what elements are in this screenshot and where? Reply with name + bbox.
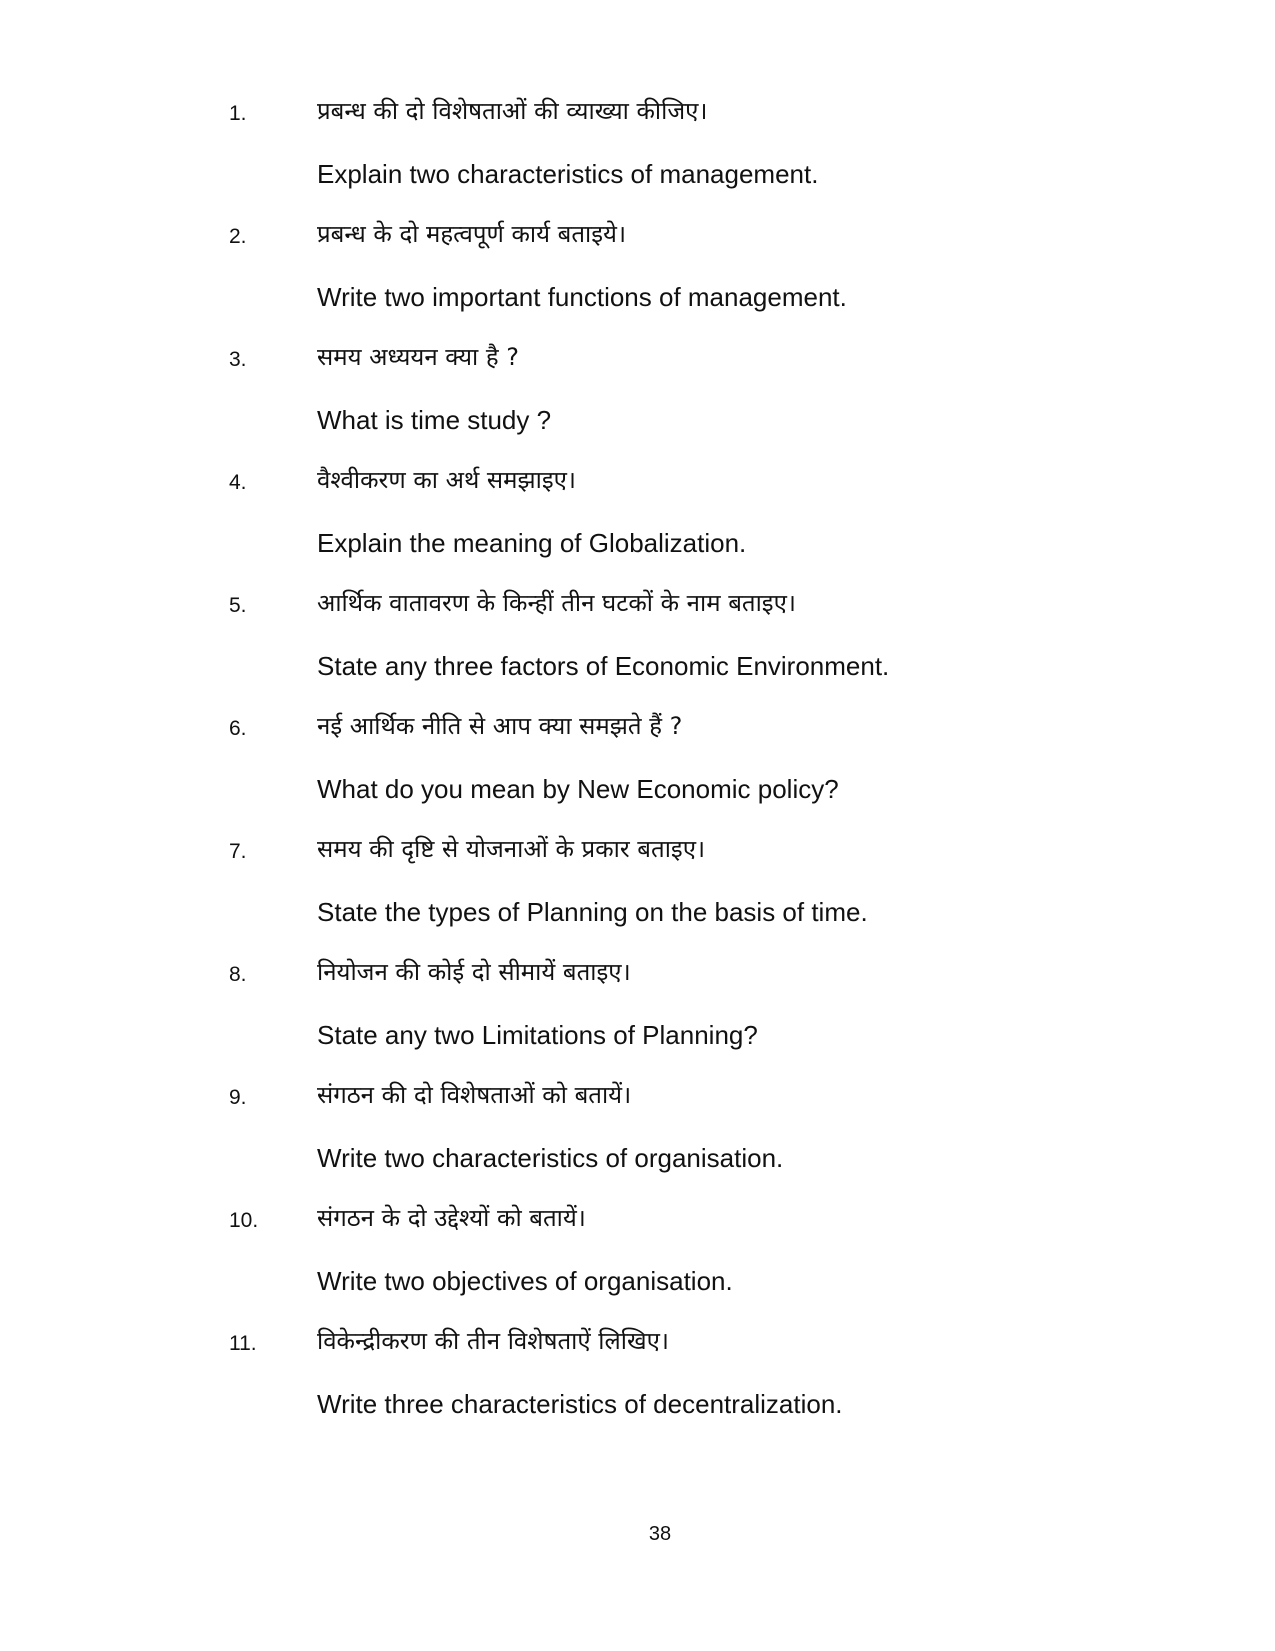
question-number: 1.: [229, 102, 247, 125]
page-number: 38: [648, 1523, 672, 1545]
question-hindi-text: विकेन्द्रीकरण की तीन विशेषताऐं लिखिए।: [317, 1327, 669, 1355]
question-item: [0, 710, 1275, 833]
question-item: [0, 218, 1275, 341]
question-item: [0, 1202, 1275, 1325]
question-item: [0, 341, 1275, 464]
question-hindi-text: समय अध्ययन क्या है ?: [317, 343, 519, 371]
question-item: [0, 956, 1275, 1079]
question-english-text: State any three factors of Economic Environment.: [317, 651, 890, 681]
question-english-text: Write three characteristics of decentralization.: [317, 1389, 843, 1419]
question-number: 5.: [229, 594, 247, 617]
question-hindi-text: संगठन के दो उद्देश्यों को बतायें।: [317, 1204, 586, 1232]
question-item: [0, 587, 1275, 710]
question-hindi-text: आर्थिक वातावरण के किन्हीं तीन घटकों के नाम बताइए।: [317, 589, 796, 617]
question-hindi-text: समय की दृष्टि से योजनाओं के प्रकार बताइए।: [317, 835, 706, 863]
question-item: [0, 833, 1275, 956]
question-english-text: What do you mean by New Economic policy?: [317, 774, 839, 804]
question-item: [0, 464, 1275, 587]
question-english-text: Write two characteristics of organisation.: [317, 1143, 784, 1173]
question-item: [0, 95, 1275, 218]
question-english-text: State the types of Planning on the basis of time.: [317, 897, 868, 927]
question-number: 3.: [229, 348, 247, 371]
question-hindi-text: वैश्वीकरण का अर्थ समझाइए।: [317, 466, 576, 494]
question-number: 4.: [229, 471, 247, 494]
question-item: [0, 1079, 1275, 1202]
question-hindi-text: नियोजन की कोई दो सीमायें बताइए।: [317, 958, 631, 986]
question-english-text: What is time study ?: [317, 405, 552, 435]
question-english-text: Write two objectives of organisation.: [317, 1266, 733, 1296]
question-number: 8.: [229, 963, 247, 986]
question-hindi-text: प्रबन्ध की दो विशेषताओं की व्याख्या कीजिए।: [317, 97, 708, 125]
question-english-text: State any two Limitations of Planning?: [317, 1020, 758, 1050]
question-english-text: Explain the meaning of Globalization.: [317, 528, 747, 558]
question-hindi-text: प्रबन्ध के दो महत्वपूर्ण कार्य बताइये।: [317, 220, 627, 248]
question-item: [0, 1325, 1275, 1448]
question-number: 9.: [229, 1086, 247, 1109]
question-hindi-text: संगठन की दो विशेषताओं को बतायें।: [317, 1081, 632, 1109]
question-english-text: Write two important functions of management.: [317, 282, 847, 312]
question-number: 2.: [229, 225, 247, 248]
question-english-text: Explain two characteristics of management.: [317, 159, 819, 189]
question-hindi-text: नई आर्थिक नीति से आप क्या समझते हैं ?: [317, 712, 683, 740]
question-number: 10.: [229, 1209, 259, 1232]
question-number: 7.: [229, 840, 247, 863]
question-number: 11.: [229, 1332, 257, 1355]
question-number: 6.: [229, 717, 247, 740]
